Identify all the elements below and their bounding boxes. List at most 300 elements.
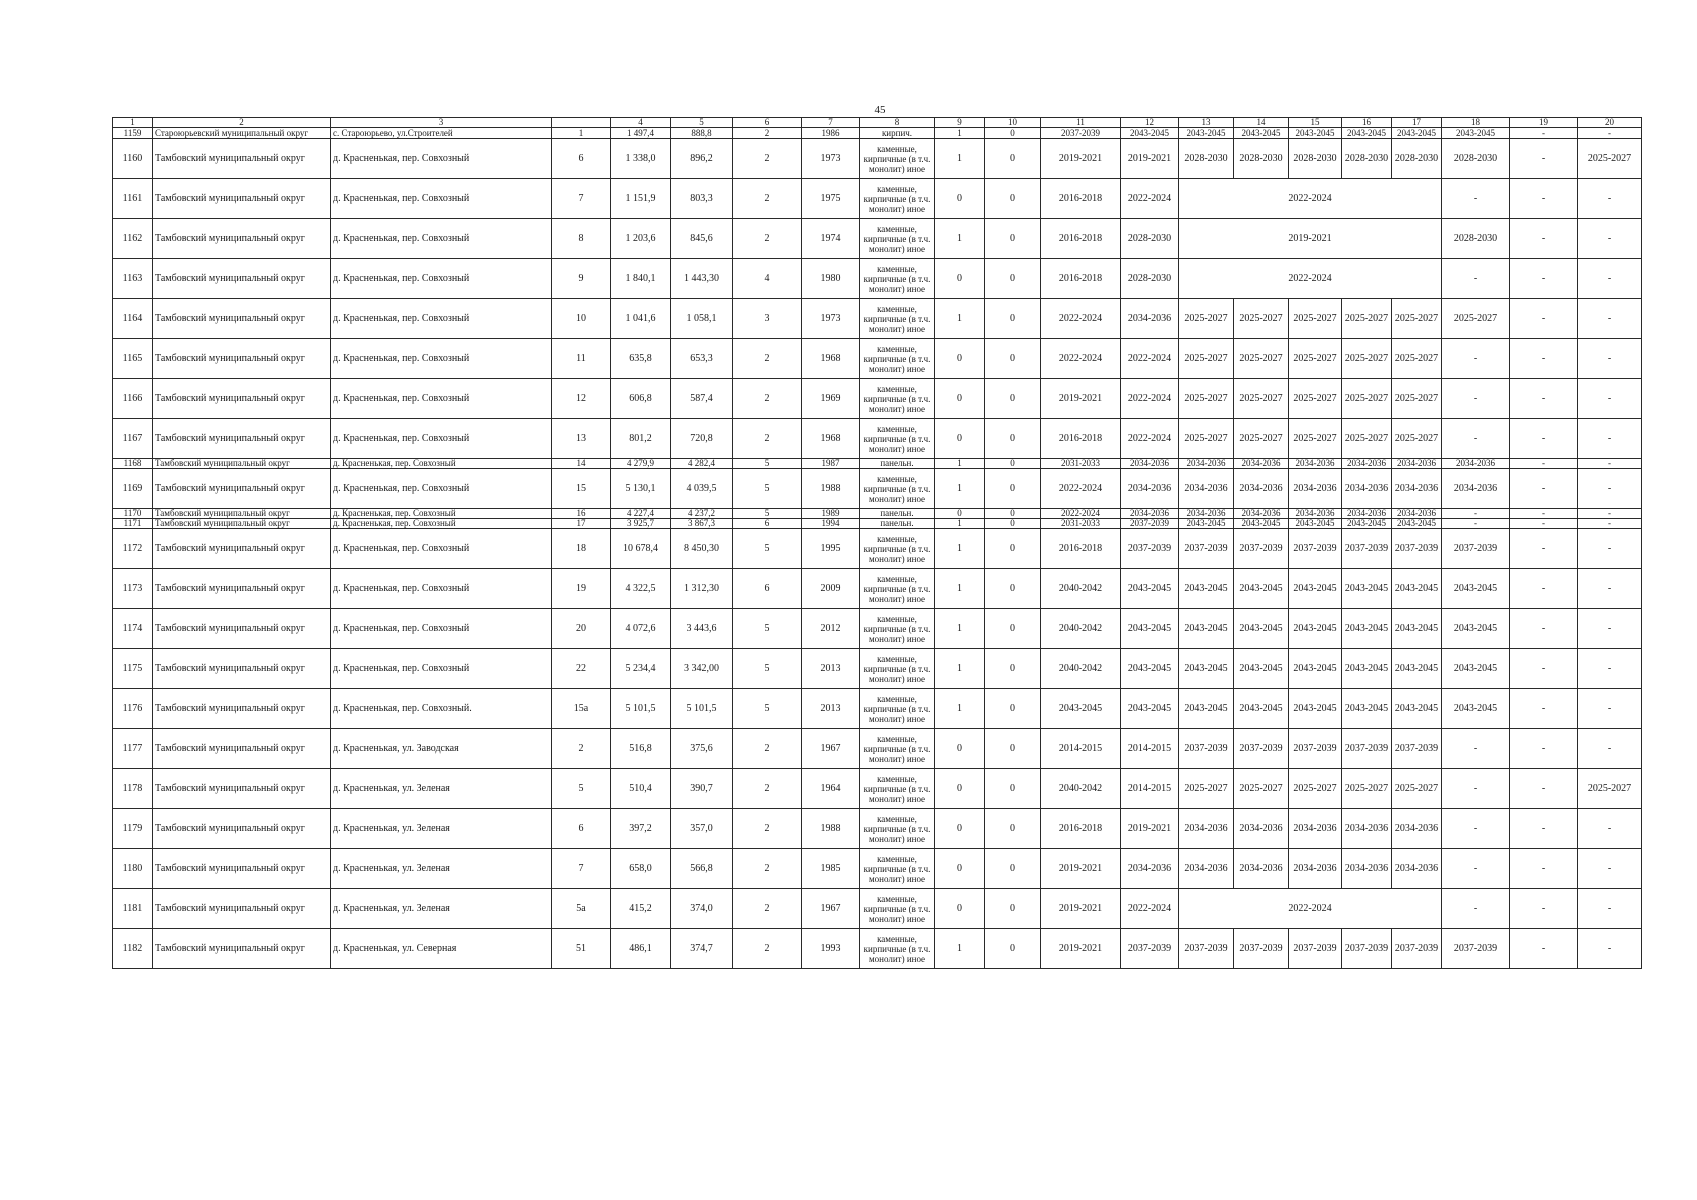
col-17-cell: 2025-2027 bbox=[1392, 769, 1442, 809]
col-12-cell: 2022-2024 bbox=[1121, 379, 1179, 419]
residential-area-cell: 587,4 bbox=[671, 379, 733, 419]
col-15-cell: 2034-2036 bbox=[1289, 809, 1342, 849]
col-15-cell: 2037-2039 bbox=[1289, 729, 1342, 769]
col-18-cell: - bbox=[1442, 179, 1510, 219]
house-number-cell: 1 bbox=[552, 128, 611, 139]
col-10-cell: 0 bbox=[985, 509, 1041, 519]
year-built-cell: 1964 bbox=[802, 769, 860, 809]
address-cell: д. Красненькая, ул. Зеленая bbox=[331, 809, 552, 849]
col-20-cell: - bbox=[1578, 519, 1642, 529]
col-11-cell: 2043-2045 bbox=[1041, 689, 1121, 729]
col-11-cell: 2040-2042 bbox=[1041, 609, 1121, 649]
total-area-cell: 10 678,4 bbox=[611, 529, 671, 569]
row-number: 1161 bbox=[113, 179, 153, 219]
address-cell: д. Красненькая, ул. Северная bbox=[331, 929, 552, 969]
col-11-cell: 2040-2042 bbox=[1041, 649, 1121, 689]
col-16-cell: 2043-2045 bbox=[1342, 569, 1392, 609]
col-10-cell: 0 bbox=[985, 609, 1041, 649]
header-cell: 10 bbox=[985, 118, 1041, 128]
floors-cell: 2 bbox=[733, 179, 802, 219]
col-15-cell: 2037-2039 bbox=[1289, 929, 1342, 969]
district-cell: Тамбовский муниципальный округ bbox=[153, 459, 331, 469]
col-12-cell: 2022-2024 bbox=[1121, 339, 1179, 379]
district-cell: Тамбовский муниципальный округ bbox=[153, 609, 331, 649]
col-20-cell: - bbox=[1578, 689, 1642, 729]
col-15-cell: 2025-2027 bbox=[1289, 339, 1342, 379]
year-built-cell: 2012 bbox=[802, 609, 860, 649]
house-number-cell: 10 bbox=[552, 299, 611, 339]
year-built-cell: 1986 bbox=[802, 128, 860, 139]
col-14-cell: 2043-2045 bbox=[1234, 609, 1289, 649]
register-table bbox=[112, 117, 1642, 969]
col-15-cell: 2034-2036 bbox=[1289, 459, 1342, 469]
wall-material-cell: каменные, кирпичные (в т.ч. монолит) иное bbox=[860, 469, 935, 509]
col-9-cell: 0 bbox=[935, 769, 985, 809]
col-16-cell: 2034-2036 bbox=[1342, 809, 1392, 849]
table-row bbox=[113, 459, 1642, 469]
house-number-cell: 8 bbox=[552, 219, 611, 259]
col-10-cell: 0 bbox=[985, 259, 1041, 299]
total-area-cell: 1 151,9 bbox=[611, 179, 671, 219]
address-cell: д. Красненькая, пер. Совхозный bbox=[331, 419, 552, 459]
col-16-cell: 2043-2045 bbox=[1342, 519, 1392, 529]
col-19-cell: - bbox=[1510, 529, 1578, 569]
col-12-cell: 2019-2021 bbox=[1121, 139, 1179, 179]
wall-material-cell: каменные, кирпичные (в т.ч. монолит) иное bbox=[860, 809, 935, 849]
year-built-cell: 1995 bbox=[802, 529, 860, 569]
year-built-cell: 1993 bbox=[802, 929, 860, 969]
wall-material-cell: каменные, кирпичные (в т.ч. монолит) иное bbox=[860, 649, 935, 689]
floors-cell: 2 bbox=[733, 419, 802, 459]
col-15-cell: 2028-2030 bbox=[1289, 139, 1342, 179]
col-13-cell: 2037-2039 bbox=[1179, 729, 1234, 769]
row-number: 1169 bbox=[113, 469, 153, 509]
col-14-cell: 2037-2039 bbox=[1234, 929, 1289, 969]
col-15-cell: 2034-2036 bbox=[1289, 849, 1342, 889]
residential-area-cell: 374,0 bbox=[671, 889, 733, 929]
house-number-cell: 9 bbox=[552, 259, 611, 299]
row-number: 1165 bbox=[113, 339, 153, 379]
col-10-cell: 0 bbox=[985, 379, 1041, 419]
district-cell: Тамбовский муниципальный округ bbox=[153, 299, 331, 339]
col-17-cell: 2025-2027 bbox=[1392, 299, 1442, 339]
col-18-cell: - bbox=[1442, 419, 1510, 459]
col-11-cell: 2019-2021 bbox=[1041, 929, 1121, 969]
address-cell: д. Красненькая, пер. Совхозный bbox=[331, 609, 552, 649]
col-13-cell: 2025-2027 bbox=[1179, 769, 1234, 809]
col-9-cell: 0 bbox=[935, 729, 985, 769]
house-number-cell: 5 bbox=[552, 769, 611, 809]
district-cell: Тамбовский муниципальный округ bbox=[153, 569, 331, 609]
year-built-cell: 1975 bbox=[802, 179, 860, 219]
col-12-cell: 2043-2045 bbox=[1121, 128, 1179, 139]
col-19-cell: - bbox=[1510, 459, 1578, 469]
col-16-cell: 2034-2036 bbox=[1342, 459, 1392, 469]
col-13-cell: 2043-2045 bbox=[1179, 649, 1234, 689]
col-13-cell: 2037-2039 bbox=[1179, 929, 1234, 969]
address-cell: д. Красненькая, пер. Совхозный bbox=[331, 519, 552, 529]
wall-material-cell: каменные, кирпичные (в т.ч. монолит) иное bbox=[860, 849, 935, 889]
district-cell: Староюрьевский муниципальный округ bbox=[153, 128, 331, 139]
col-10-cell: 0 bbox=[985, 128, 1041, 139]
house-number-cell: 19 bbox=[552, 569, 611, 609]
row-number: 1166 bbox=[113, 379, 153, 419]
address-cell: д. Красненькая, пер. Совхозный bbox=[331, 219, 552, 259]
col-14-cell: 2028-2030 bbox=[1234, 139, 1289, 179]
residential-area-cell: 5 101,5 bbox=[671, 689, 733, 729]
residential-area-cell: 357,0 bbox=[671, 809, 733, 849]
col-17-cell: 2043-2045 bbox=[1392, 519, 1442, 529]
col-15-cell: 2043-2045 bbox=[1289, 689, 1342, 729]
table-row bbox=[113, 889, 1642, 929]
floors-cell: 2 bbox=[733, 219, 802, 259]
col-20-cell: 2025-2027 bbox=[1578, 139, 1642, 179]
year-built-cell: 1967 bbox=[802, 889, 860, 929]
header-cell: 18 bbox=[1442, 118, 1510, 128]
col-16-cell: 2025-2027 bbox=[1342, 379, 1392, 419]
address-cell: д. Красненькая, пер. Совхозный bbox=[331, 299, 552, 339]
col-14-cell: 2043-2045 bbox=[1234, 519, 1289, 529]
col-10-cell: 0 bbox=[985, 299, 1041, 339]
floors-cell: 2 bbox=[733, 849, 802, 889]
col-11-cell: 2016-2018 bbox=[1041, 529, 1121, 569]
wall-material-cell: каменные, кирпичные (в т.ч. монолит) иное bbox=[860, 889, 935, 929]
district-cell: Тамбовский муниципальный округ bbox=[153, 419, 331, 459]
district-cell: Тамбовский муниципальный округ bbox=[153, 519, 331, 529]
col-12-cell: 2037-2039 bbox=[1121, 519, 1179, 529]
header-cell: 20 bbox=[1578, 118, 1642, 128]
residential-area-cell: 803,3 bbox=[671, 179, 733, 219]
table-row bbox=[113, 929, 1642, 969]
year-built-cell: 1994 bbox=[802, 519, 860, 529]
col-10-cell: 0 bbox=[985, 569, 1041, 609]
col-12-cell: 2034-2036 bbox=[1121, 849, 1179, 889]
wall-material-cell: каменные, кирпичные (в т.ч. монолит) иное bbox=[860, 689, 935, 729]
district-cell: Тамбовский муниципальный округ bbox=[153, 849, 331, 889]
year-built-cell: 1968 bbox=[802, 419, 860, 459]
col-20-cell: - bbox=[1578, 179, 1642, 219]
col-10-cell: 0 bbox=[985, 529, 1041, 569]
col-10-cell: 0 bbox=[985, 889, 1041, 929]
col-19-cell: - bbox=[1510, 649, 1578, 689]
col-16-cell: 2043-2045 bbox=[1342, 689, 1392, 729]
col-14-cell: 2043-2045 bbox=[1234, 569, 1289, 609]
col-10-cell: 0 bbox=[985, 689, 1041, 729]
col-17-cell: 2034-2036 bbox=[1392, 469, 1442, 509]
house-number-cell: 11 bbox=[552, 339, 611, 379]
table-row bbox=[113, 809, 1642, 849]
col-16-cell: 2034-2036 bbox=[1342, 849, 1392, 889]
col-14-cell: 2034-2036 bbox=[1234, 509, 1289, 519]
col-18-cell: 2028-2030 bbox=[1442, 219, 1510, 259]
row-number: 1159 bbox=[113, 128, 153, 139]
wall-material-cell: каменные, кирпичные (в т.ч. монолит) иное bbox=[860, 259, 935, 299]
header-cell: 12 bbox=[1121, 118, 1179, 128]
col-20-cell: - bbox=[1578, 529, 1642, 569]
col-12-cell: 2034-2036 bbox=[1121, 299, 1179, 339]
col-9-cell: 1 bbox=[935, 139, 985, 179]
col-19-cell: - bbox=[1510, 339, 1578, 379]
col-13-cell: 2028-2030 bbox=[1179, 139, 1234, 179]
residential-area-cell: 653,3 bbox=[671, 339, 733, 379]
col-16-cell: 2025-2027 bbox=[1342, 419, 1392, 459]
col-11-cell: 2022-2024 bbox=[1041, 339, 1121, 379]
district-cell: Тамбовский муниципальный округ bbox=[153, 689, 331, 729]
floors-cell: 2 bbox=[733, 339, 802, 379]
col-14-cell: 2025-2027 bbox=[1234, 379, 1289, 419]
year-built-cell: 1988 bbox=[802, 469, 860, 509]
col-14-cell: 2034-2036 bbox=[1234, 459, 1289, 469]
address-cell: д. Красненькая, пер. Совхозный bbox=[331, 469, 552, 509]
total-area-cell: 510,4 bbox=[611, 769, 671, 809]
total-area-cell: 4 279,9 bbox=[611, 459, 671, 469]
residential-area-cell: 390,7 bbox=[671, 769, 733, 809]
col-11-cell: 2016-2018 bbox=[1041, 179, 1121, 219]
row-number: 1168 bbox=[113, 459, 153, 469]
col-9-cell: 1 bbox=[935, 529, 985, 569]
col-18-cell: - bbox=[1442, 259, 1510, 299]
col-20-cell: - bbox=[1578, 849, 1642, 889]
col-11-cell: 2019-2021 bbox=[1041, 889, 1121, 929]
col-11-cell: 2019-2021 bbox=[1041, 849, 1121, 889]
col-19-cell: - bbox=[1510, 769, 1578, 809]
col-9-cell: 0 bbox=[935, 849, 985, 889]
col-19-cell: - bbox=[1510, 809, 1578, 849]
header-cell: 8 bbox=[860, 118, 935, 128]
col-16-cell: 2028-2030 bbox=[1342, 139, 1392, 179]
col-11-cell: 2022-2024 bbox=[1041, 469, 1121, 509]
col-16-cell: 2037-2039 bbox=[1342, 529, 1392, 569]
col-12-cell: 2043-2045 bbox=[1121, 569, 1179, 609]
col-19-cell: - bbox=[1510, 889, 1578, 929]
col-20-cell: - bbox=[1578, 509, 1642, 519]
col-14-cell: 2043-2045 bbox=[1234, 128, 1289, 139]
col-18-cell: 2034-2036 bbox=[1442, 469, 1510, 509]
table-row bbox=[113, 469, 1642, 509]
col-13-cell: 2034-2036 bbox=[1179, 469, 1234, 509]
total-area-cell: 1 203,6 bbox=[611, 219, 671, 259]
residential-area-cell: 566,8 bbox=[671, 849, 733, 889]
col-16-cell: 2025-2027 bbox=[1342, 339, 1392, 379]
header-cell: 3 bbox=[331, 118, 552, 128]
district-cell: Тамбовский муниципальный округ bbox=[153, 219, 331, 259]
col-11-cell: 2016-2018 bbox=[1041, 809, 1121, 849]
residential-area-cell: 3 342,00 bbox=[671, 649, 733, 689]
year-built-cell: 1989 bbox=[802, 509, 860, 519]
col-16-cell: 2043-2045 bbox=[1342, 128, 1392, 139]
residential-area-cell: 4 282,4 bbox=[671, 459, 733, 469]
col-10-cell: 0 bbox=[985, 929, 1041, 969]
year-built-cell: 1988 bbox=[802, 809, 860, 849]
merged-period-cell: 2019-2021 bbox=[1179, 219, 1442, 259]
col-18-cell: - bbox=[1442, 379, 1510, 419]
total-area-cell: 5 234,4 bbox=[611, 649, 671, 689]
floors-cell: 5 bbox=[733, 689, 802, 729]
house-number-cell: 7 bbox=[552, 849, 611, 889]
address-cell: с. Староюрьево, ул.Строителей bbox=[331, 128, 552, 139]
header-cell: 11 bbox=[1041, 118, 1121, 128]
col-19-cell: - bbox=[1510, 849, 1578, 889]
col-18-cell: 2043-2045 bbox=[1442, 609, 1510, 649]
col-20-cell: - bbox=[1578, 809, 1642, 849]
house-number-cell: 20 bbox=[552, 609, 611, 649]
table-row bbox=[113, 569, 1642, 609]
address-cell: д. Красненькая, пер. Совхозный bbox=[331, 259, 552, 299]
col-10-cell: 0 bbox=[985, 179, 1041, 219]
col-15-cell: 2034-2036 bbox=[1289, 509, 1342, 519]
header-cell: 14 bbox=[1234, 118, 1289, 128]
wall-material-cell: каменные, кирпичные (в т.ч. монолит) иное bbox=[860, 419, 935, 459]
total-area-cell: 4 227,4 bbox=[611, 509, 671, 519]
address-cell: д. Красненькая, пер. Совхозный bbox=[331, 649, 552, 689]
col-18-cell: - bbox=[1442, 509, 1510, 519]
address-cell: д. Красненькая, пер. Совхозный bbox=[331, 509, 552, 519]
col-19-cell: - bbox=[1510, 469, 1578, 509]
header-cell: 1 bbox=[113, 118, 153, 128]
col-17-cell: 2025-2027 bbox=[1392, 339, 1442, 379]
col-13-cell: 2034-2036 bbox=[1179, 509, 1234, 519]
col-11-cell: 2022-2024 bbox=[1041, 299, 1121, 339]
address-cell: д. Красненькая, ул. Заводская bbox=[331, 729, 552, 769]
col-13-cell: 2025-2027 bbox=[1179, 299, 1234, 339]
col-9-cell: 0 bbox=[935, 889, 985, 929]
year-built-cell: 1973 bbox=[802, 139, 860, 179]
col-17-cell: 2028-2030 bbox=[1392, 139, 1442, 179]
table-row bbox=[113, 519, 1642, 529]
district-cell: Тамбовский муниципальный округ bbox=[153, 339, 331, 379]
col-10-cell: 0 bbox=[985, 459, 1041, 469]
house-number-cell: 51 bbox=[552, 929, 611, 969]
col-11-cell: 2016-2018 bbox=[1041, 219, 1121, 259]
address-cell: д. Красненькая, пер. Совхозный bbox=[331, 379, 552, 419]
wall-material-cell: каменные, кирпичные (в т.ч. монолит) иное bbox=[860, 139, 935, 179]
district-cell: Тамбовский муниципальный округ bbox=[153, 139, 331, 179]
district-cell: Тамбовский муниципальный округ bbox=[153, 769, 331, 809]
col-12-cell: 2034-2036 bbox=[1121, 469, 1179, 509]
col-20-cell: - bbox=[1578, 609, 1642, 649]
col-9-cell: 1 bbox=[935, 929, 985, 969]
merged-period-cell: 2022-2024 bbox=[1179, 179, 1442, 219]
row-number: 1160 bbox=[113, 139, 153, 179]
col-12-cell: 2022-2024 bbox=[1121, 419, 1179, 459]
col-18-cell: - bbox=[1442, 809, 1510, 849]
col-13-cell: 2043-2045 bbox=[1179, 519, 1234, 529]
district-cell: Тамбовский муниципальный округ bbox=[153, 729, 331, 769]
floors-cell: 2 bbox=[733, 769, 802, 809]
col-20-cell: - bbox=[1578, 569, 1642, 609]
col-10-cell: 0 bbox=[985, 519, 1041, 529]
table-row bbox=[113, 259, 1642, 299]
col-20-cell: - bbox=[1578, 469, 1642, 509]
col-12-cell: 2043-2045 bbox=[1121, 609, 1179, 649]
house-number-cell: 6 bbox=[552, 139, 611, 179]
total-area-cell: 5 101,5 bbox=[611, 689, 671, 729]
col-17-cell: 2043-2045 bbox=[1392, 569, 1442, 609]
header-cell bbox=[552, 118, 611, 128]
total-area-cell: 635,8 bbox=[611, 339, 671, 379]
floors-cell: 5 bbox=[733, 529, 802, 569]
table-row bbox=[113, 689, 1642, 729]
col-14-cell: 2025-2027 bbox=[1234, 769, 1289, 809]
year-built-cell: 1968 bbox=[802, 339, 860, 379]
col-9-cell: 1 bbox=[935, 469, 985, 509]
year-built-cell: 1969 bbox=[802, 379, 860, 419]
col-12-cell: 2034-2036 bbox=[1121, 509, 1179, 519]
year-built-cell: 2013 bbox=[802, 689, 860, 729]
wall-material-cell: панельн. bbox=[860, 459, 935, 469]
col-13-cell: 2025-2027 bbox=[1179, 379, 1234, 419]
floors-cell: 5 bbox=[733, 459, 802, 469]
col-20-cell: - bbox=[1578, 339, 1642, 379]
col-12-cell: 2014-2015 bbox=[1121, 729, 1179, 769]
row-number: 1162 bbox=[113, 219, 153, 259]
wall-material-cell: каменные, кирпичные (в т.ч. монолит) иное bbox=[860, 379, 935, 419]
address-cell: д. Красненькая, пер. Совхозный bbox=[331, 339, 552, 379]
col-19-cell: - bbox=[1510, 379, 1578, 419]
col-12-cell: 2028-2030 bbox=[1121, 219, 1179, 259]
col-20-cell: - bbox=[1578, 729, 1642, 769]
col-12-cell: 2037-2039 bbox=[1121, 529, 1179, 569]
row-number: 1164 bbox=[113, 299, 153, 339]
wall-material-cell: каменные, кирпичные (в т.ч. монолит) иное bbox=[860, 729, 935, 769]
total-area-cell: 486,1 bbox=[611, 929, 671, 969]
row-number: 1172 bbox=[113, 529, 153, 569]
wall-material-cell: панельн. bbox=[860, 509, 935, 519]
col-20-cell: - bbox=[1578, 889, 1642, 929]
col-14-cell: 2025-2027 bbox=[1234, 339, 1289, 379]
row-number: 1181 bbox=[113, 889, 153, 929]
table-row bbox=[113, 219, 1642, 259]
year-built-cell: 1974 bbox=[802, 219, 860, 259]
header-cell: 7 bbox=[802, 118, 860, 128]
floors-cell: 3 bbox=[733, 299, 802, 339]
floors-cell: 5 bbox=[733, 509, 802, 519]
total-area-cell: 415,2 bbox=[611, 889, 671, 929]
col-15-cell: 2043-2045 bbox=[1289, 128, 1342, 139]
floors-cell: 2 bbox=[733, 139, 802, 179]
floors-cell: 5 bbox=[733, 609, 802, 649]
year-built-cell: 1985 bbox=[802, 849, 860, 889]
col-11-cell: 2016-2018 bbox=[1041, 259, 1121, 299]
floors-cell: 2 bbox=[733, 128, 802, 139]
col-17-cell: 2025-2027 bbox=[1392, 379, 1442, 419]
residential-area-cell: 896,2 bbox=[671, 139, 733, 179]
header-cell: 17 bbox=[1392, 118, 1442, 128]
col-19-cell: - bbox=[1510, 219, 1578, 259]
row-number: 1178 bbox=[113, 769, 153, 809]
district-cell: Тамбовский муниципальный округ bbox=[153, 649, 331, 689]
col-17-cell: 2043-2045 bbox=[1392, 689, 1442, 729]
address-cell: д. Красненькая, ул. Зеленая bbox=[331, 769, 552, 809]
residential-area-cell: 4 039,5 bbox=[671, 469, 733, 509]
col-10-cell: 0 bbox=[985, 219, 1041, 259]
col-12-cell: 2037-2039 bbox=[1121, 929, 1179, 969]
col-13-cell: 2043-2045 bbox=[1179, 128, 1234, 139]
total-area-cell: 801,2 bbox=[611, 419, 671, 459]
row-number: 1177 bbox=[113, 729, 153, 769]
year-built-cell: 1980 bbox=[802, 259, 860, 299]
row-number: 1170 bbox=[113, 509, 153, 519]
col-17-cell: 2043-2045 bbox=[1392, 649, 1442, 689]
col-12-cell: 2019-2021 bbox=[1121, 809, 1179, 849]
address-cell: д. Красненькая, ул. Зеленая bbox=[331, 849, 552, 889]
header-cell: 5 bbox=[671, 118, 733, 128]
col-9-cell: 1 bbox=[935, 689, 985, 729]
floors-cell: 5 bbox=[733, 469, 802, 509]
col-13-cell: 2043-2045 bbox=[1179, 689, 1234, 729]
house-number-cell: 7 bbox=[552, 179, 611, 219]
address-cell: д. Красненькая, ул. Зеленая bbox=[331, 889, 552, 929]
